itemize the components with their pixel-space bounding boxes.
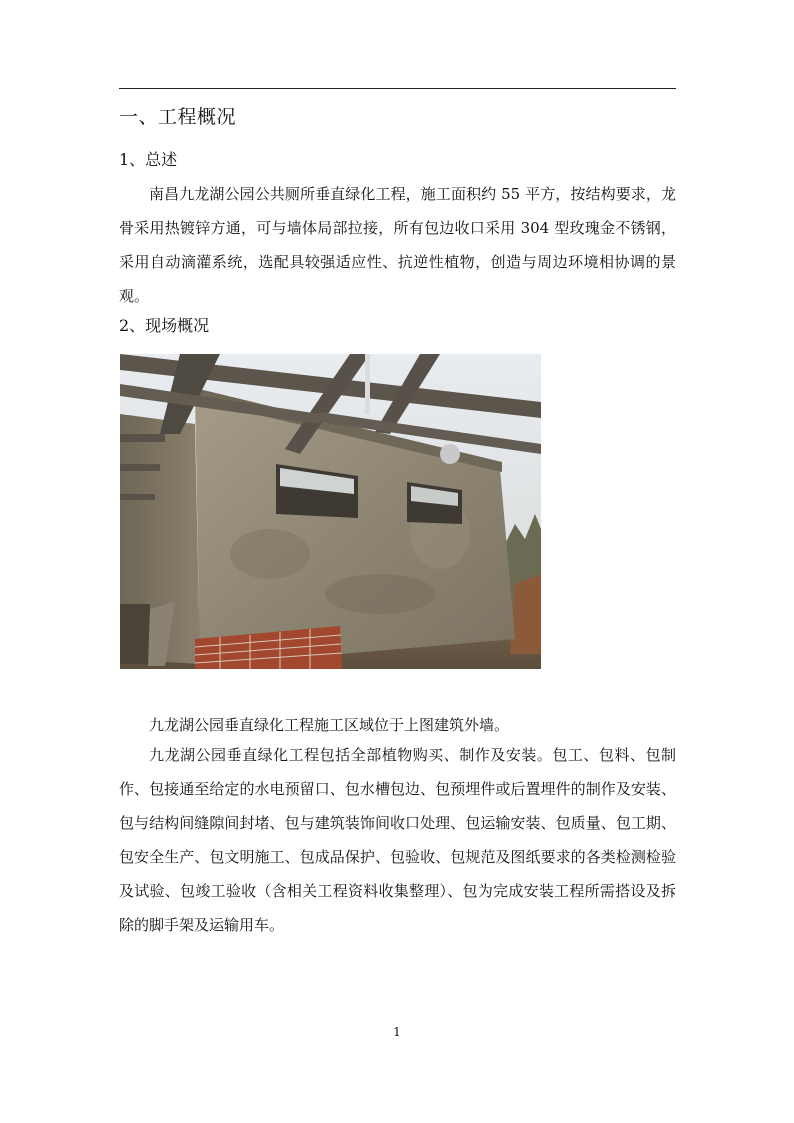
section-title: 一、工程概况 bbox=[119, 106, 237, 128]
overview-paragraph: 南昌九龙湖公园公共厕所垂直绿化工程，施工面积约 55 平方，按结构要求，龙骨采用热镀锌方通，可与墙体局部拉接，所有包边收口采用 304 型玫瑰金不锈钢，采用自动滴灌系统，选配具较强适应性、抗逆性植物，创造与周边环境相协调的景观。 bbox=[119, 185, 676, 305]
site-photo bbox=[120, 354, 541, 669]
page-number: 1 bbox=[393, 1025, 401, 1039]
site-heading: 2、现场概况 bbox=[119, 316, 210, 335]
overview-heading: 1、总述 bbox=[119, 150, 178, 169]
scope-paragraph: 九龙湖公园垂直绿化工程包括全部植物购买、制作及安装。包工、包料、包制作、包接通至给定的水电预留口、包水槽包边、包预埋件或后置埋件的制作及安装、包与结构间缝隙间封堵、包与建筑装饰间收口处理、包运输安装、包质量、包工期、包安全生产、包文明施工、包成品保护、包验收、包规范及图纸要求的各类检测检验及试验、包竣工验收（含相关工程资料收集整理）、包为完成安装工程所需搭设及拆除的脚手架及运输用车。 bbox=[119, 746, 676, 934]
photo-caption: 九龙湖公园垂直绿化工程施工区域位于上图建筑外墙。 bbox=[149, 716, 510, 734]
header-rule bbox=[119, 88, 676, 89]
